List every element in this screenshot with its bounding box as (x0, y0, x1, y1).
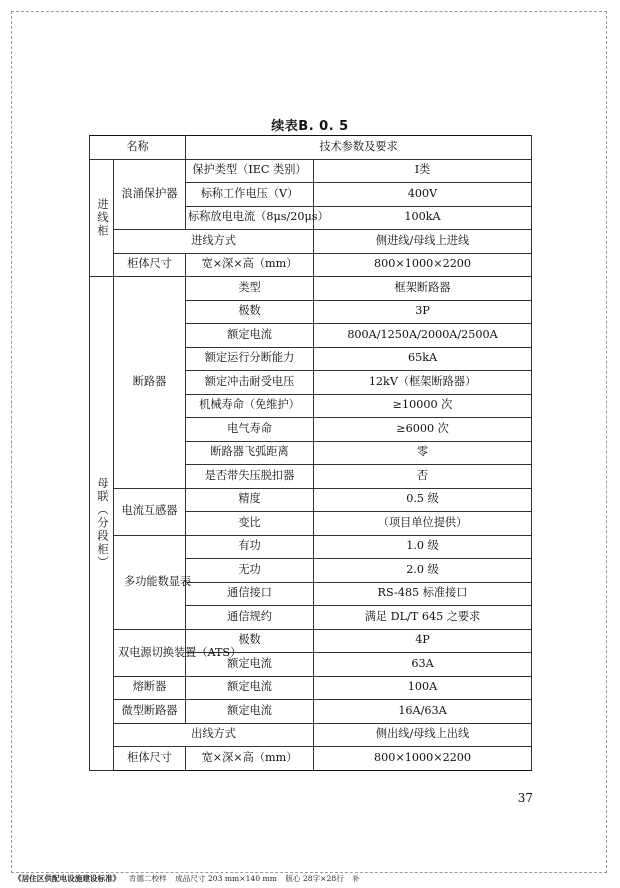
group-incoming: 进线柜 (90, 159, 114, 277)
param-value: 65kA (314, 347, 532, 371)
table-row (90, 277, 532, 301)
print-footer (14, 873, 606, 884)
param-name: 额定电流 (186, 676, 314, 700)
cabinet-size-label: 柜体尺寸 (114, 747, 186, 771)
param-name: 极数 (186, 629, 314, 653)
param-name: 类型 (186, 277, 314, 301)
param-value: 4P (314, 629, 532, 653)
param-name: 通信规约 (186, 606, 314, 630)
param-name: 标称工作电压（V） (186, 183, 314, 207)
param-name: 宽×深×高（mm） (186, 253, 314, 277)
table-row (90, 723, 532, 747)
param-value: 800A/1250A/2000A/2500A (314, 324, 532, 348)
ats-label: 双电源切换装置（ATS） (114, 629, 186, 676)
param-value: 16A/63A (314, 700, 532, 724)
page-number: 37 (517, 791, 533, 805)
current-transformer-label: 电流互感器 (114, 488, 186, 535)
param-name: 电气寿命 (186, 418, 314, 442)
param-value: 800×1000×2200 (314, 253, 532, 277)
cabinet-size-label: 柜体尺寸 (114, 253, 186, 277)
param-value: （项目单位提供） (314, 512, 532, 536)
header-spec: 技术参数及要求 (186, 136, 532, 160)
param-name: 额定电流 (186, 324, 314, 348)
param-value: 12kV（框架断路器） (314, 371, 532, 395)
table-row (90, 700, 532, 724)
param-value: 800×1000×2200 (314, 747, 532, 771)
param-name: 额定运行分断能力 (186, 347, 314, 371)
param-name: 变比 (186, 512, 314, 536)
param-name: 精度 (186, 488, 314, 512)
table-row (90, 535, 532, 559)
param-name: 进线方式 (114, 230, 314, 254)
param-name: 额定电流 (186, 700, 314, 724)
param-name: 无功 (186, 559, 314, 583)
surge-protector-label: 浪涌保护器 (114, 159, 186, 230)
param-value: 100A (314, 676, 532, 700)
table-row (90, 676, 532, 700)
footer-size: 成品尺寸 203 mm×140 mm (175, 874, 277, 883)
param-value: 2.0 级 (314, 559, 532, 583)
multifunction-meter-label: 多功能数显表 (114, 535, 186, 629)
param-value: Ⅰ类 (314, 159, 532, 183)
param-name: 保护类型（IEC 类别） (186, 159, 314, 183)
table-row (90, 159, 532, 183)
table-row (90, 253, 532, 277)
table-row (90, 488, 532, 512)
breaker-label: 断路器 (114, 277, 186, 489)
mcb-label: 微型断路器 (114, 700, 186, 724)
footer-proof: 肯德二校样 (128, 874, 167, 883)
footer-core: 版心 28字×28行 (285, 874, 344, 883)
footer-mark: 补 (352, 874, 360, 883)
param-name: 出线方式 (114, 723, 314, 747)
param-name: 通信接口 (186, 582, 314, 606)
param-name: 额定冲击耐受电压 (186, 371, 314, 395)
param-value: 否 (314, 465, 532, 489)
table-row (90, 747, 532, 771)
param-name: 宽×深×高（mm） (186, 747, 314, 771)
param-value: 侧进线/母线上进线 (314, 230, 532, 254)
fuse-label: 熔断器 (114, 676, 186, 700)
header-name: 名称 (90, 136, 186, 160)
param-value: 侧出线/母线上出线 (314, 723, 532, 747)
param-value: 3P (314, 300, 532, 324)
param-value: 1.0 级 (314, 535, 532, 559)
table-title: 续表B. 0. 5 (271, 119, 349, 134)
param-value: 63A (314, 653, 532, 677)
param-value: ≥10000 次 (314, 394, 532, 418)
param-value: ≥6000 次 (314, 418, 532, 442)
table-row (90, 629, 532, 653)
footer-book-title: 《居住区供配电设施建设标准》 (14, 874, 121, 883)
header-row (90, 136, 532, 160)
spec-table (89, 135, 532, 771)
param-name: 额定电流 (186, 653, 314, 677)
param-name: 断路器飞弧距离 (186, 441, 314, 465)
param-value: 零 (314, 441, 532, 465)
param-value: 框架断路器 (314, 277, 532, 301)
param-name: 有功 (186, 535, 314, 559)
group-bus-coupler: 母联（分段柜） (90, 277, 114, 771)
param-name: 标称放电电流（8μs/20μs） (186, 206, 314, 230)
table-row (90, 230, 532, 254)
param-value: 100kA (314, 206, 532, 230)
param-name: 极数 (186, 300, 314, 324)
param-value: 0.5 级 (314, 488, 532, 512)
param-name: 是否带失压脱扣器 (186, 465, 314, 489)
param-value: 400V (314, 183, 532, 207)
param-name: 机械寿命（免维护） (186, 394, 314, 418)
param-value: RS-485 标准接口 (314, 582, 532, 606)
param-value: 满足 DL/T 645 之要求 (314, 606, 532, 630)
